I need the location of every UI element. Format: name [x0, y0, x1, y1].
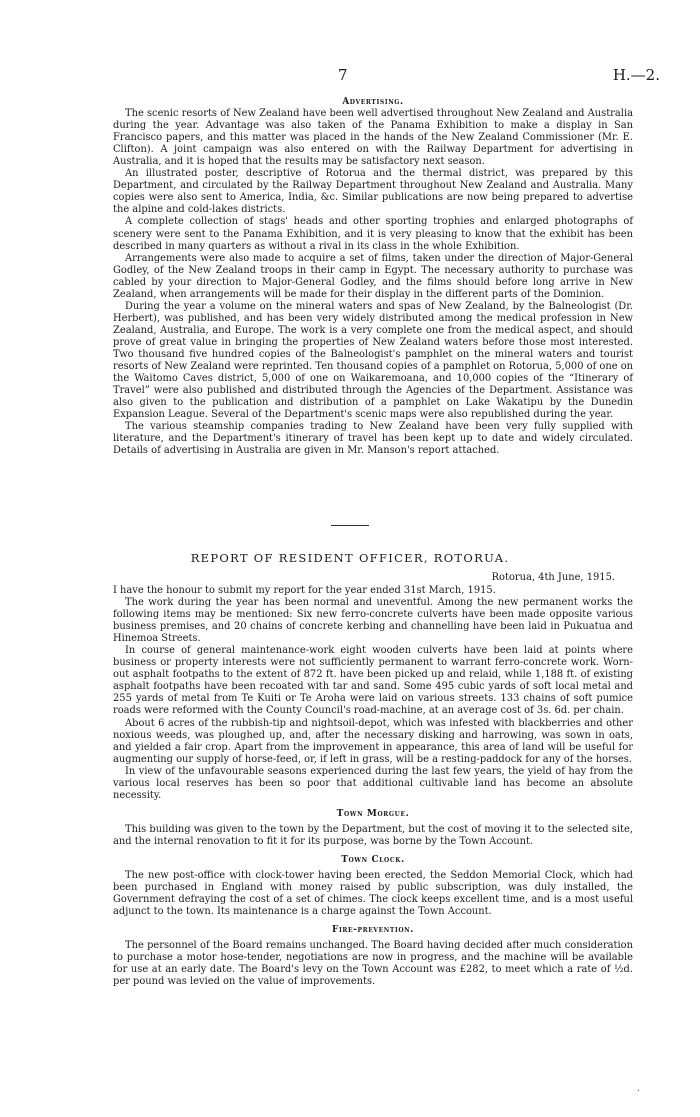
fire-prevention-text: The personnel of the Board remains unchanged. The Board having decided after much consideration to purchase a motor hose-tender, negotiations are now in progress, and the machine will be available for use at an early date. The Board's levy on the Town Account was £282, to meet which a rate of ½d. per pound was levied on the value of improvements.	[113, 940, 633, 988]
fire-prevention-heading: Fire-prevention.	[332, 925, 414, 936]
advertising-paragraph: A complete collection of stags' heads and other sporting trophies and enlarged photographs of scenery were sent to the Panama Exhibition, and it is very pleasing to know that the exhibit has been described in many quarters as without a rival in its class in the whole Exhibition.	[113, 216, 633, 252]
advertising-heading: Advertising.	[342, 97, 404, 107]
advertising-paragraph: The scenic resorts of New Zealand have been well advertised throughout New Zealand and Australia during the year. Advantage was also taken of the Panama Exhibition to make a display in San Francisco papers, and this matter was placed in the hands of the New Zealand Commissioner (Mr. E. Clifton). A joint campaign was also entered on with the Railway Department for advertising in Australia, and it is hoped that the results may be satisfactory next season.	[113, 108, 633, 168]
town-morgue-text: This building was given to the town by the Department, but the cost of moving it to the selected site, and the internal renovation to fit it for its purpose, was borne by the Town Account.	[113, 823, 633, 847]
report-opening: I have the honour to submit my report for the year ended 31st March, 1915.	[113, 585, 496, 596]
report-body	[113, 585, 633, 988]
report-title: REPORT OF RESIDENT OFFICER, ROTORUA.	[190, 551, 510, 565]
page-number: 7	[338, 66, 348, 84]
report-paragraph: In view of the unfavourable seasons experienced during the last few years, the yield of hay from the various local reserves has been so poor that additional cultivable land has become an absolute necessity.	[113, 765, 633, 801]
advertising-section	[113, 96, 633, 457]
advertising-paragraph: The various steamship companies trading to New Zealand have been very fully supplied with literature, and the Department's itinerary of travel has been kept up to date and widely circulated. Details of advertising in Australia are given in Mr. Manson's report attached.	[113, 421, 633, 457]
page-corner-mark: ·	[636, 1086, 640, 1097]
town-clock-text: The new post-office with clock-tower having been erected, the Seddon Memorial Clock, which had been purchased in England with money raised by public subscription, was duly installed, the Government defraying the cost of a set of chimes. The clock keeps excellent time, and is a most useful adjunct to the town. Its maintenance is a charge against the Town Account.	[113, 870, 633, 918]
advertising-paragraph: During the year a volume on the mineral waters and spas of New Zealand, by the Balneologist (Dr. Herbert), was published, and has been very widely distributed among the medical profession in New Zealand, Australia, and Europe. The work is a very complete one from the medical aspect, and should prove of great value in bringing the properties of New Zealand waters before those most interested. Two thousand five hundred copies of the Balneologist's pamphlet on the mineral waters and tourist resorts of New Zealand were reprinted. Ten thousand copies of a pamphlet on Rotorua, 5,000 of one on the Waitomo Caves district, 5,000 of one on Waikaremoana, and 10,000 copies of the “Itinerary of Travel” were also published and distributed through the Agencies of the Department. Assistance was also given to the publication and distribution of a pamphlet on Lake Wakatipu by the Dunedin Expansion League. Several of the Department's scenic maps were also republished during the year.	[113, 300, 633, 421]
advertising-paragraph: Arrangements were also made to acquire a set of films, taken under the direction of Major-General Godley, of the New Zealand troops in their camp in Egypt. The necessary authority to purchase was cabled by your direction to Major-General Godley, and the films should before long arrive in New Zealand, when arrangements will be made for their display in the different parts of the Dominion.	[113, 252, 633, 300]
report-paragraph: About 6 acres of the rubbish-tip and nightsoil-depot, which was infested with blackberries and other noxious weeds, was ploughed up, and, after the necessary disking and harrowing, was sown in oats, and yielded a fair crop. Apart from the improvement in appearance, this area of land will be useful for augmenting our supply of horse-feed, or, if left in grass, will be a resting-paddock for any of the horses.	[113, 717, 633, 765]
report-paragraph: In course of general maintenance-work eight wooden culverts have been laid at points where business or property interests were not sufficiently permanent to warrant ferro-concrete work. Worn-out asphalt footpaths to the extent of 872 ft. have been picked up and relaid, while 1,188 ft. of existing asphalt footpaths have been recoated with tar and sand. Some 495 cubic yards of soft local metal and 255 yards of metal from Te Kuiti or Te Aroha were laid on various streets. 133 chains of soft pumice roads were reformed with the County Council's road-machine, at an average cost of 3s. 6d. per chain.	[113, 645, 633, 717]
section-divider	[331, 525, 369, 526]
report-paragraph: The work during the year has been normal and uneventful. Among the new permanent works the following items may be mentioned: Six new ferro-concrete culverts have been made opposite various business premises, and 20 chains of concrete kerbing and channelling have been laid in Pukuatua and Hinemoa Streets.	[113, 597, 633, 645]
document-reference: H.—2.	[612, 66, 660, 84]
report-date: Rotorua, 4th June, 1915.	[491, 572, 615, 583]
town-clock-heading: Town Clock.	[341, 854, 405, 865]
advertising-paragraph: An illustrated poster, descriptive of Rotorua and the thermal district, was prepared by this Department, and circulated by the Railway Department throughout New Zealand and Australia. Many copies were also sent to America, India, &c. Similar publications are now being prepared to advertise the alpine and cold-lakes districts.	[113, 168, 633, 216]
town-morgue-heading: Town Morgue.	[336, 808, 410, 819]
